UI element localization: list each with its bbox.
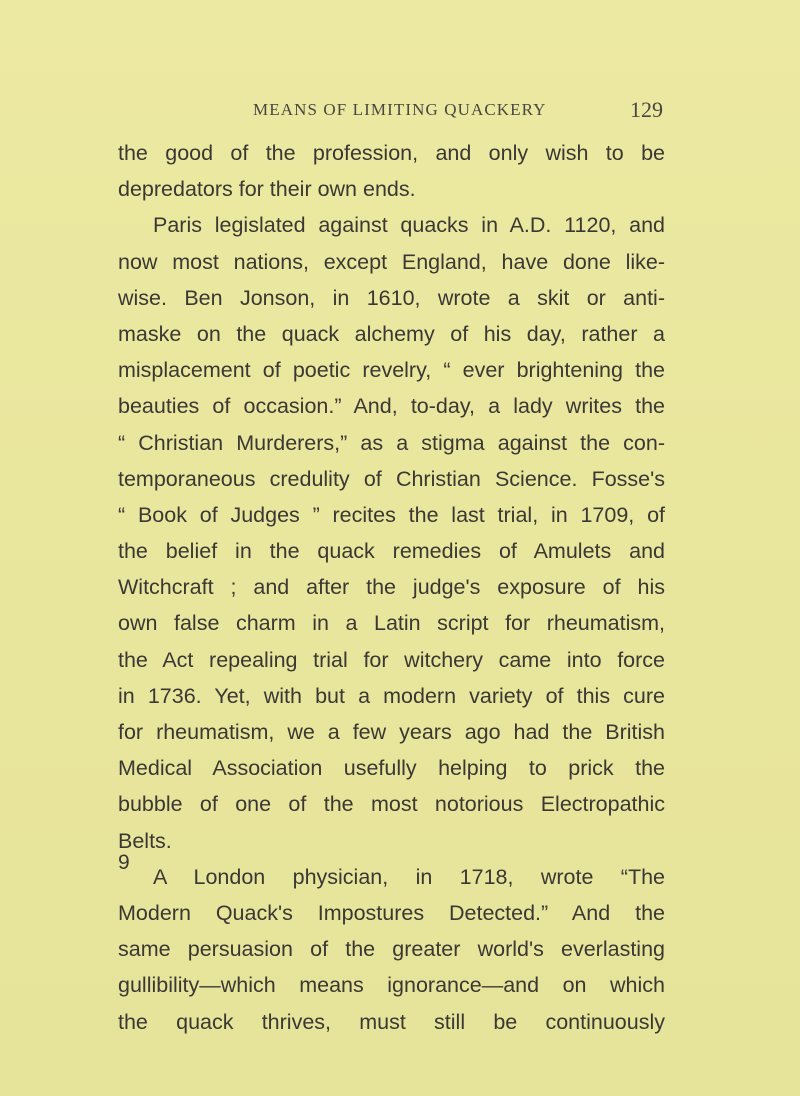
text-line: wise. Ben Jonson, in 1610, wrote a skit or anti- xyxy=(118,285,665,310)
body-text xyxy=(118,135,665,1040)
text-line: own false charm in a Latin script for rheumatism, xyxy=(118,611,665,636)
text-line: Modern Quack's Impostures Detected.” And the xyxy=(118,900,665,925)
text-line: “ Christian Murderers,” as a stigma against the con- xyxy=(118,430,665,455)
text-line: now most nations, except England, have done like- xyxy=(118,249,665,274)
text-line: the good of the profession, and only wish to be xyxy=(118,141,665,165)
text-line: the Act repealing trial for witchery came into force xyxy=(118,647,665,672)
text-line: the quack thrives, must still be continuously xyxy=(118,1009,665,1034)
text-line: “ Book of Judges ” recites the last trial, in 1709, of xyxy=(118,502,665,527)
running-head: MEANS OF LIMITING QUACKERY xyxy=(253,100,547,119)
text-line: A London physician, in 1718, wrote “The xyxy=(153,864,665,889)
page-header xyxy=(118,97,663,130)
text-line: beauties of occasion.” And, to-day, a lady writes the xyxy=(118,394,665,419)
text-line: Paris legislated against quacks in A.D. 1120, and xyxy=(153,213,665,238)
text-line: temporaneous credulity of Christian Science. Fosse's xyxy=(118,466,665,491)
text-line: Witchcraft ; and after the judge's exposure of his xyxy=(118,575,665,600)
text-line: for rheumatism, we a few years ago had the British xyxy=(118,720,665,744)
text-line: the belief in the quack remedies of Amulets and xyxy=(118,539,665,564)
signature-mark: 9 xyxy=(118,851,130,874)
text-line: Belts. xyxy=(118,828,172,853)
text-line: same persuasion of the greater world's everlasting xyxy=(118,937,665,962)
text-line: bubble of one of the most notorious Electropathic xyxy=(118,792,665,817)
text-line: gullibility—which means ignorance—and on which xyxy=(118,973,665,998)
text-line: maske on the quack alchemy of his day, rather a xyxy=(118,321,665,346)
text-line: in 1736. Yet, with but a modern variety of this cure xyxy=(118,683,665,708)
text-line: depredators for their own ends. xyxy=(118,177,416,202)
page-number: 129 xyxy=(630,97,663,122)
text-line: Medical Association usefully helping to prick the xyxy=(118,756,665,781)
text-line: misplacement of poetic revelry, “ ever brightening the xyxy=(118,358,665,383)
